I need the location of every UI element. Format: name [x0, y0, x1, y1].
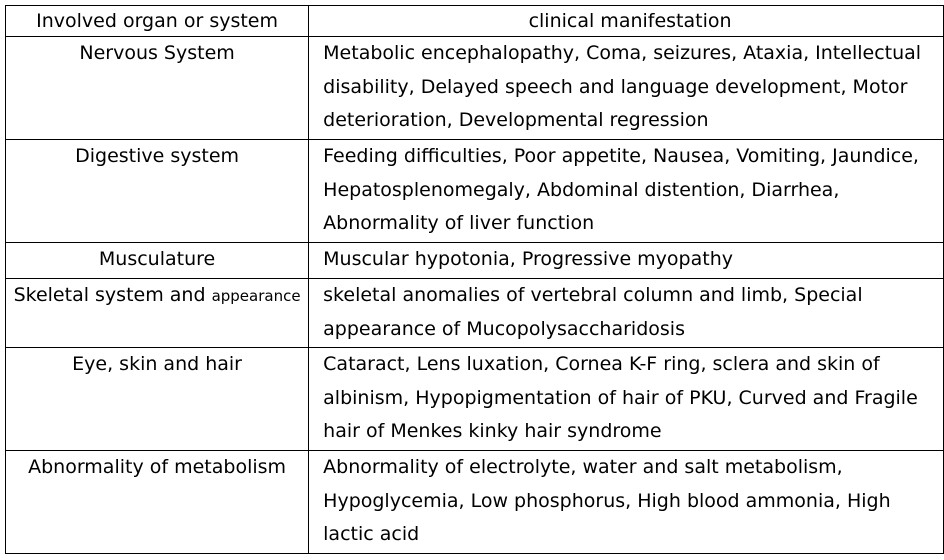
manifestation-cell: Metabolic encephalopathy, Coma, seizures, Ataxia, Intellectual disability, Delayed speech and language development, Motor deterioration, Developmental regression: [309, 37, 944, 140]
organ-cell: Eye, skin and hair: [6, 348, 309, 451]
organ-label: Skeletal system and: [13, 284, 206, 306]
table-row: [6, 279, 944, 348]
table-row: [6, 348, 944, 451]
header-organ: Involved organ or system: [6, 6, 309, 37]
table-row: [6, 451, 944, 554]
table-header-row: [6, 6, 944, 37]
organ-cell: Nervous System: [6, 37, 309, 140]
organ-cell: Abnormality of metabolism: [6, 451, 309, 554]
organ-label-suffix: appearance: [211, 287, 301, 305]
manifestation-table: [5, 5, 944, 554]
manifestation-cell: Cataract, Lens luxation, Cornea K-F ring, sclera and skin of albinism, Hypopigmentation of hair of PKU, Curved and Fragile hair of Menkes kinky hair syndrome: [309, 348, 944, 451]
organ-cell: Digestive system: [6, 140, 309, 243]
table-row: [6, 37, 944, 140]
table-row: [6, 140, 944, 243]
manifestation-cell: Muscular hypotonia, Progressive myopathy: [309, 243, 944, 279]
manifestation-cell: Abnormality of electrolyte, water and salt metabolism, Hypoglycemia, Low phosphorus, High blood ammonia, High lactic acid: [309, 451, 944, 554]
organ-cell: [6, 279, 309, 348]
header-manifestation: clinical manifestation: [309, 6, 944, 37]
manifestation-cell: skeletal anomalies of vertebral column and limb, Special appearance of Mucopolysaccharidosis: [309, 279, 944, 348]
organ-cell: Musculature: [6, 243, 309, 279]
manifestation-cell: Feeding difficulties, Poor appetite, Nausea, Vomiting, Jaundice, Hepatosplenomegaly, Abdominal distention, Diarrhea, Abnormality of liver function: [309, 140, 944, 243]
table-row: [6, 243, 944, 279]
